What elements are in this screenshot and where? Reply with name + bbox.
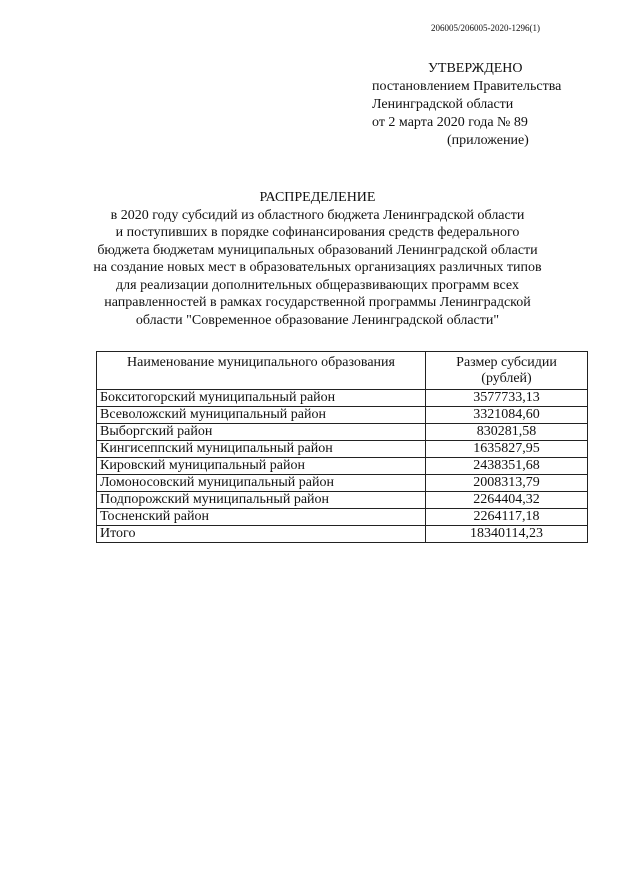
subsidy-amount: 830281,58 xyxy=(426,424,588,441)
table-row xyxy=(97,492,588,509)
subsidy-amount: 2008313,79 xyxy=(426,475,588,492)
municipality-name: Ломоносовский муниципальный район xyxy=(97,475,426,492)
heading-line: области "Современное образование Ленинградской области" xyxy=(135,312,500,328)
subsidy-table xyxy=(96,351,588,543)
subsidy-amount: 3577733,13 xyxy=(426,390,588,407)
table-header-row xyxy=(97,352,588,390)
approval-line: постановлением Правительства xyxy=(372,79,562,94)
table-row xyxy=(97,424,588,441)
heading-line: в 2020 году субсидий из областного бюджета Ленинградской области xyxy=(110,207,525,223)
subsidy-amount: 2438351,68 xyxy=(426,458,588,475)
header-amount-line: Размер субсидии xyxy=(456,355,557,370)
table-row xyxy=(97,390,588,407)
municipality-name: Кировский муниципальный район xyxy=(97,458,426,475)
approval-line: (приложение) xyxy=(447,133,529,148)
heading-line: на создание новых мест в образовательных организациях различных типов xyxy=(93,260,542,275)
table-row xyxy=(97,407,588,424)
approval-title: УТВЕРЖДЕНО xyxy=(428,61,523,76)
table-row xyxy=(97,441,588,458)
document-id: 206005/206005-2020-1296(1) xyxy=(431,23,540,33)
heading-line: и поступивших в порядке софинансирования средств федерального xyxy=(115,225,520,240)
municipality-name: Бокситогорский муниципальный район xyxy=(97,390,426,407)
header-amount-unit: (рублей) xyxy=(481,371,532,386)
subsidy-amount: 2264117,18 xyxy=(426,509,588,526)
total-label: Итого xyxy=(97,526,426,543)
table-row xyxy=(97,458,588,475)
total-amount: 18340114,23 xyxy=(426,526,588,543)
table-total-row xyxy=(97,526,588,543)
approval-line: от 2 марта 2020 года № 89 xyxy=(372,115,528,130)
heading-line: направленностей в рамках государственной программы Ленинградской xyxy=(104,295,531,310)
municipality-name: Выборгский район xyxy=(97,424,426,441)
header-municipality: Наименование муниципального образования xyxy=(97,352,426,390)
approval-block xyxy=(372,60,592,150)
heading-line: бюджета бюджетам муниципальных образований Ленинградской области xyxy=(97,242,538,258)
municipality-name: Кингисеппский муниципальный район xyxy=(97,441,426,458)
table-row xyxy=(97,509,588,526)
municipality-name: Всеволожский муниципальный район xyxy=(97,407,426,424)
heading-line: для реализации дополнительных общеразвивающих программ всех xyxy=(116,277,519,293)
header-subsidy-amount xyxy=(426,352,588,390)
subsidy-amount: 2264404,32 xyxy=(426,492,588,509)
municipality-name: Подпорожский муниципальный район xyxy=(97,492,426,509)
table-row xyxy=(97,475,588,492)
heading-title: РАСПРЕДЕЛЕНИЕ xyxy=(259,190,376,205)
subsidy-amount: 1635827,95 xyxy=(426,441,588,458)
subsidy-amount: 3321084,60 xyxy=(426,407,588,424)
document-heading xyxy=(90,189,545,329)
approval-line: Ленинградской области xyxy=(372,97,514,112)
municipality-name: Тосненский район xyxy=(97,509,426,526)
